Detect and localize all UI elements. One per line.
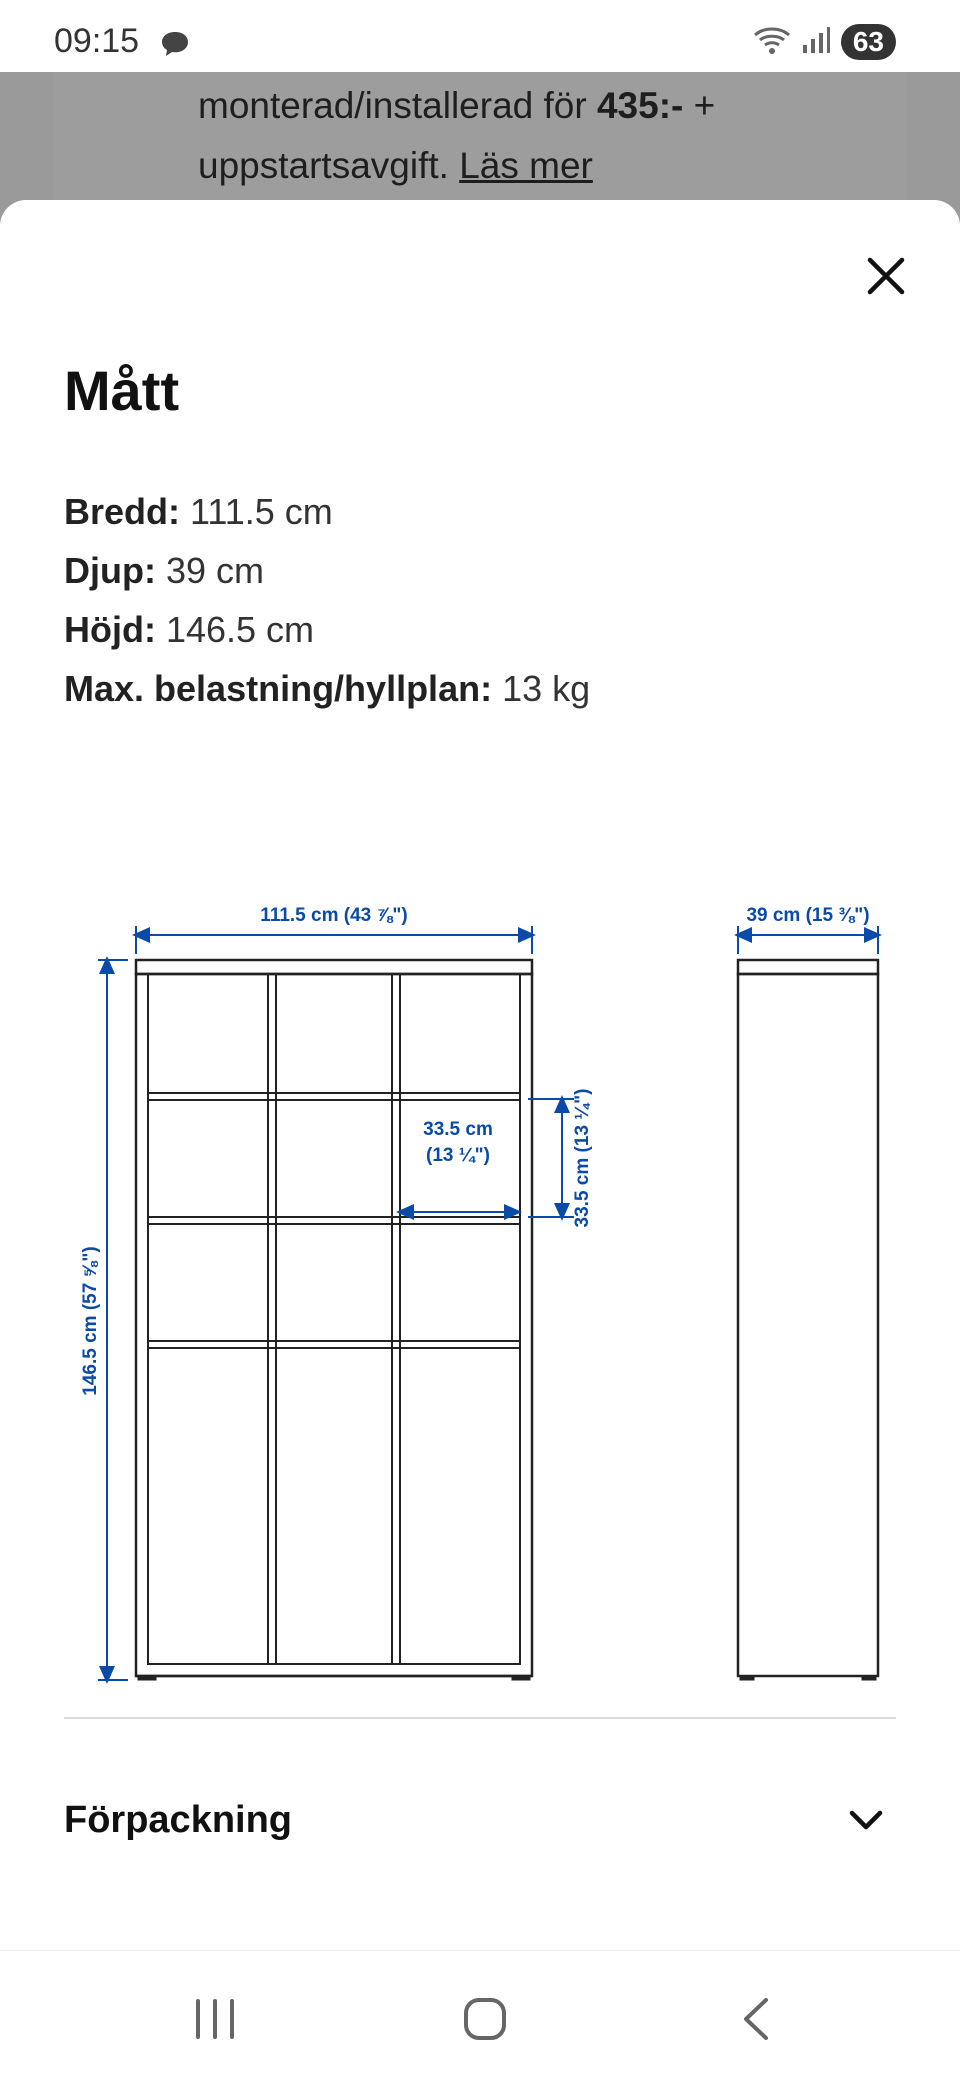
dimension-diagram (0, 200, 960, 1950)
signal-icon (801, 25, 831, 60)
side-depth-label: 39 cm (15 ⅜") (746, 905, 870, 926)
spec-value: 146.5 cm (155, 609, 315, 650)
spec-height (64, 600, 590, 659)
read-more-link[interactable]: Läs mer (459, 145, 593, 186)
compartment-width-label-inch: (13 ¼") (426, 1145, 490, 1166)
spec-depth (64, 541, 590, 600)
spec-label: Max. belastning/hyllplan: (64, 668, 493, 709)
back-icon (738, 1996, 772, 2042)
back-button[interactable] (720, 1991, 790, 2047)
packaging-accordion[interactable] (64, 1780, 896, 1860)
shelf-side-view (738, 960, 878, 1680)
spec-value: 13 kg (492, 668, 591, 709)
dimensions-sheet (0, 200, 960, 1950)
bg-line1-suffix: + (683, 85, 716, 126)
compartment-width-label: 33.5 cm (423, 1119, 493, 1140)
chat-notification-icon (160, 30, 190, 63)
spec-value: 39 cm (155, 550, 265, 591)
home-icon (462, 1996, 508, 2042)
section-divider (64, 1717, 896, 1719)
spec-label: Djup: (64, 550, 156, 591)
bg-line2-text: uppstartsavgift. (198, 145, 460, 186)
spec-label: Höjd: (64, 609, 156, 650)
spec-label: Bredd: (64, 491, 180, 532)
battery-level: 63 (841, 24, 896, 60)
system-navigation-bar (0, 1950, 960, 2081)
wifi-icon (753, 25, 791, 60)
packaging-label: Förpackning (64, 1798, 293, 1841)
recent-apps-icon (192, 1997, 238, 2041)
compartment-height-label: 33.5 cm (13 ¼") (572, 1088, 593, 1228)
sheet-title: Mått (64, 359, 180, 422)
height-label: 146.5 cm (57 ⅝") (80, 1246, 101, 1396)
bg-price: 435:- (596, 85, 684, 126)
close-icon (866, 256, 906, 296)
spec-width (64, 482, 590, 541)
spec-list (64, 482, 590, 718)
status-time: 09:15 (54, 22, 140, 60)
status-indicators (753, 24, 896, 60)
spec-value: 111.5 cm (180, 491, 333, 532)
background-info-text (198, 76, 918, 196)
front-width-label: 111.5 cm (43 ⅞") (260, 905, 408, 926)
shelf-front-view (136, 960, 532, 1680)
recent-apps-button[interactable] (180, 1991, 250, 2047)
home-button[interactable] (450, 1991, 520, 2047)
bg-line1-text: monterad/installerad för (198, 85, 597, 126)
chevron-down-icon (848, 1808, 884, 1832)
status-bar (0, 0, 960, 72)
close-button[interactable] (858, 248, 914, 304)
spec-max-load (64, 659, 590, 718)
